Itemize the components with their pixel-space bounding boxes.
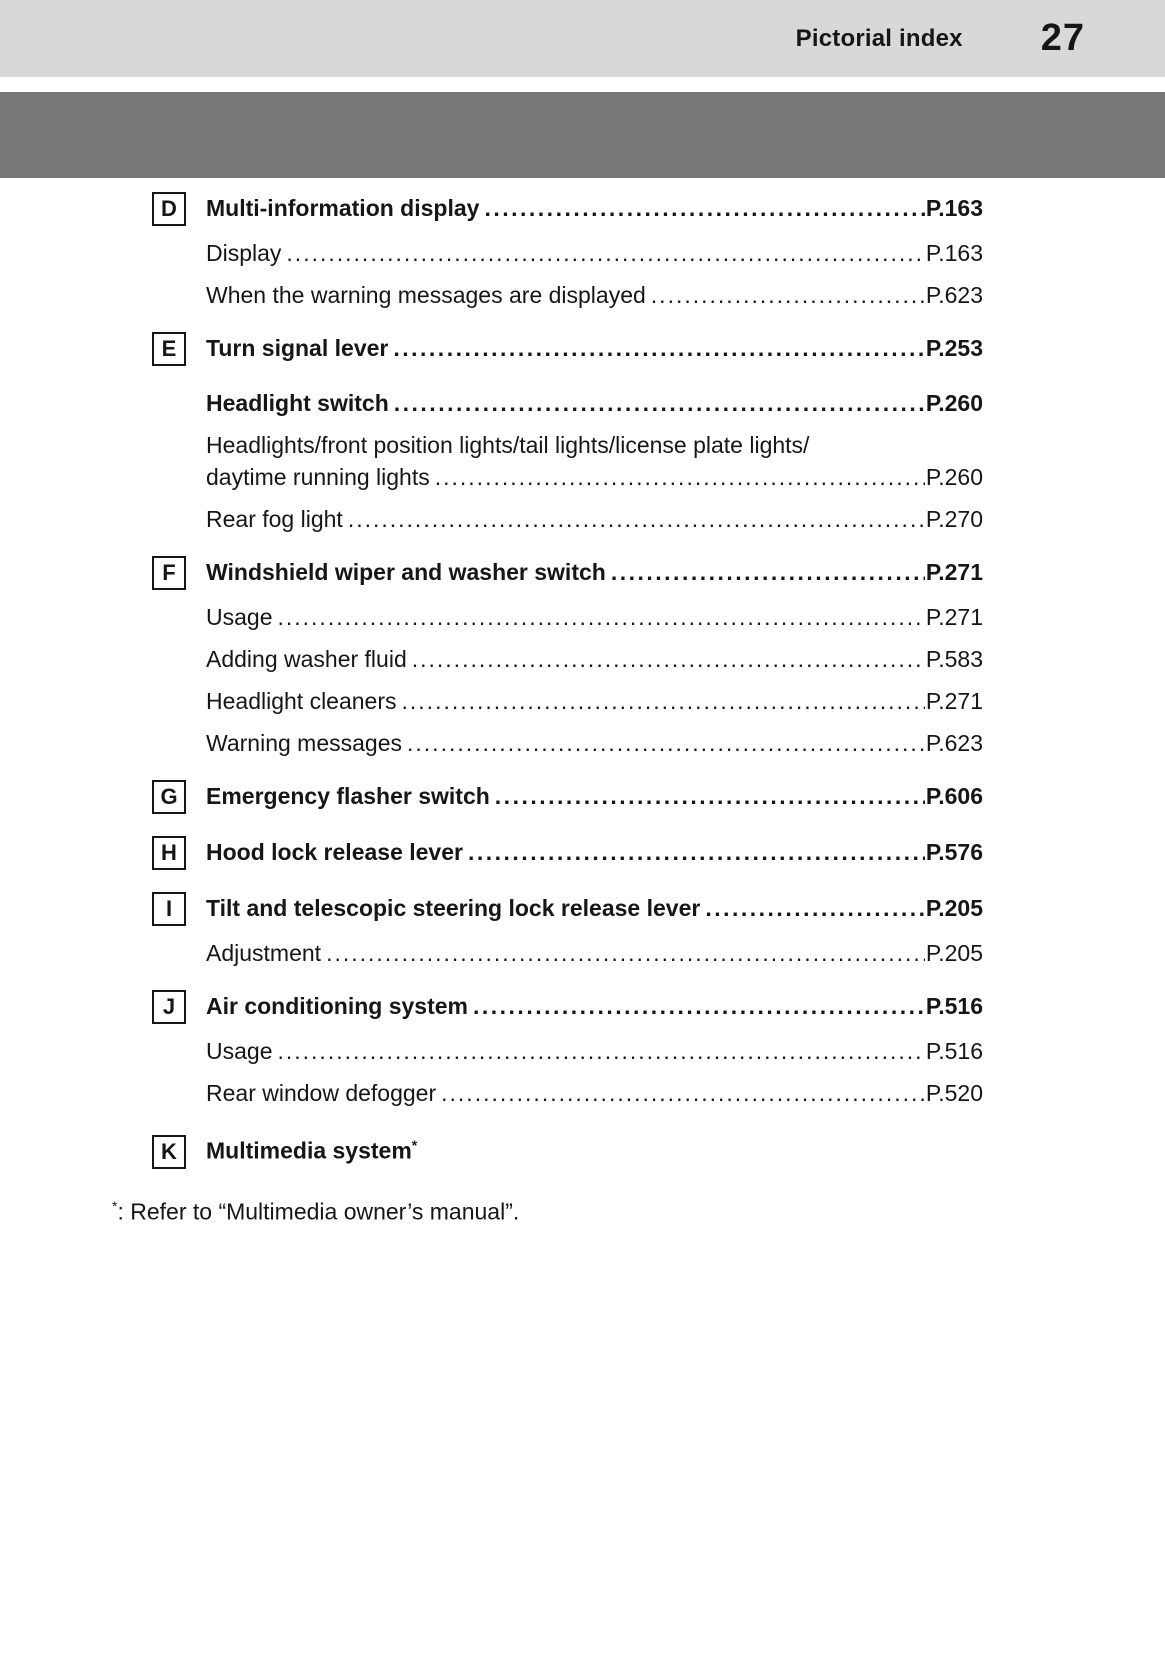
entry-label: Multimedia system* [206,1137,418,1164]
dot-leader [484,193,924,223]
index-row [152,1036,983,1066]
index-row [152,556,983,590]
page-reference: P.623 [925,282,983,308]
page-reference: P.583 [925,646,983,672]
footnote-text: : Refer to “Multimedia owner’s manual”. [117,1198,520,1225]
dot-leader [468,837,925,867]
entry-label: Windshield wiper and washer switch [206,559,606,585]
dot-leader [348,504,925,534]
dot-leader [286,238,924,268]
dot-leader [435,462,925,492]
dot-leader [412,644,925,674]
index-row [152,938,983,968]
section-letter-badge: E [152,332,186,366]
dot-leader [407,728,925,758]
entry-label: Tilt and telescopic steering lock release lever [206,895,701,921]
entry-label: daytime running lights [206,464,430,490]
page-reference: P.163 [925,240,983,266]
page-reference: P.260 [925,464,983,490]
section-letter-badge: D [152,192,186,226]
page-reference: P.205 [925,940,983,966]
page-reference: P.271 [925,559,983,585]
page-reference: P.205 [925,895,983,921]
index-row [152,644,983,674]
entry-label: When the warning messages are displayed [206,282,646,308]
index-row [152,1078,983,1108]
page-reference: P.163 [925,195,983,221]
dot-leader [611,557,925,587]
footnote [0,1191,1165,1227]
page-reference: P.516 [925,993,983,1019]
index-row [152,280,983,310]
dot-leader [402,686,925,716]
index-row [152,892,983,926]
section-letter-badge: G [152,780,186,814]
dot-leader [393,333,925,363]
entry-label: Warning messages [206,730,403,756]
entry-label: Emergency flasher switch [206,783,490,809]
entry-label: Adding washer fluid [206,646,407,672]
entry-label: Headlight cleaners [206,688,397,714]
entry-label: Hood lock release lever [206,839,463,865]
index-row [152,238,983,268]
entry-label: Adjustment [206,940,322,966]
entry-label: Multi-information display [206,195,480,221]
index-row [152,504,983,534]
header-title: Pictorial index [795,24,963,52]
index-row [152,990,983,1024]
page-reference: P.606 [925,783,983,809]
entry-label: Usage [206,604,273,630]
index-row [152,728,983,758]
page-reference: P.271 [925,604,983,630]
index-row [152,836,983,870]
index-row [152,780,983,814]
dot-leader [441,1078,925,1108]
dot-leader [473,991,925,1021]
dot-leader [326,938,925,968]
entry-label: Display [206,240,282,266]
index-row [152,192,983,226]
entry-label: Air conditioning system [206,993,468,1019]
entry-label: Turn signal lever [206,335,389,361]
index-rows [0,178,1165,1169]
page-reference: P.623 [925,730,983,756]
dot-leader [394,388,925,418]
page-reference: P.253 [925,335,983,361]
footnote-asterisk: * [112,1197,118,1214]
section-letter-badge: J [152,990,186,1024]
header-bar [0,0,1165,77]
dot-leader [495,781,925,811]
entry-label: Rear window defogger [206,1080,437,1106]
page-reference: P.270 [925,506,983,532]
page-reference: P.520 [925,1080,983,1106]
section-letter-badge: F [152,556,186,590]
index-row [152,332,983,366]
section-letter-badge: I [152,892,186,926]
entry-label: Headlight switch [206,390,389,416]
index-row [152,462,983,492]
index-row [152,430,983,460]
page-reference: P.271 [925,688,983,714]
page-reference: P.516 [925,1038,983,1064]
entry-label: Usage [206,1038,273,1064]
section-letter-badge: K [152,1135,186,1169]
index-row [152,602,983,632]
dot-leader [651,280,925,310]
entry-label: Rear fog light [206,506,343,532]
section-band [0,92,1165,178]
page-reference: P.260 [925,390,983,416]
section-letter-badge: H [152,836,186,870]
index-row [152,1130,983,1169]
dot-leader [277,602,924,632]
entry-label: Headlights/front position lights/tail lights/license plate lights/ [206,432,810,458]
dot-leader [705,893,925,923]
header-page-number: 27 [1040,17,1085,59]
entry-asterisk: * [411,1137,418,1153]
index-row [152,686,983,716]
dot-leader [277,1036,924,1066]
page-reference: P.576 [925,839,983,865]
index-row [152,388,983,418]
